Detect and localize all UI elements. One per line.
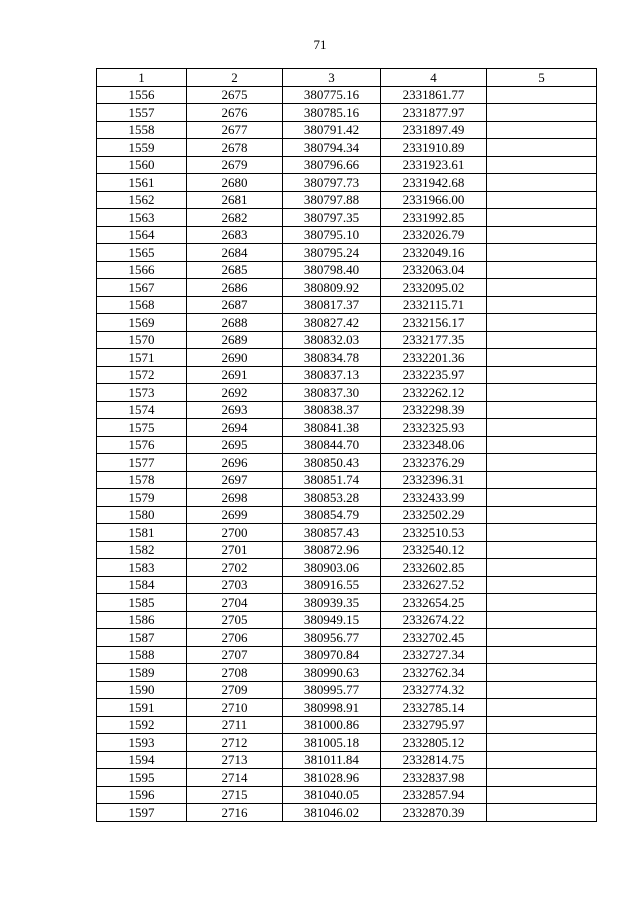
table-row <box>97 191 597 209</box>
point-number-cell: 1589 <box>97 664 187 682</box>
index-cell: 2705 <box>187 611 283 629</box>
y-coordinate-cell: 2332156.17 <box>381 314 487 332</box>
table-row <box>97 716 597 734</box>
table-row <box>97 629 597 647</box>
point-number-cell: 1582 <box>97 541 187 559</box>
x-coordinate-cell: 380797.88 <box>283 191 381 209</box>
notes-cell <box>487 646 597 664</box>
point-number-cell: 1558 <box>97 121 187 139</box>
notes-cell <box>487 191 597 209</box>
x-coordinate-cell: 380791.42 <box>283 121 381 139</box>
y-coordinate-cell: 2332177.35 <box>381 331 487 349</box>
index-cell: 2681 <box>187 191 283 209</box>
y-coordinate-cell: 2332510.53 <box>381 524 487 542</box>
table-row <box>97 769 597 787</box>
notes-cell <box>487 174 597 192</box>
y-coordinate-cell: 2332702.45 <box>381 629 487 647</box>
x-coordinate-cell: 380857.43 <box>283 524 381 542</box>
notes-cell <box>487 401 597 419</box>
y-coordinate-cell: 2332502.29 <box>381 506 487 524</box>
table-row <box>97 524 597 542</box>
x-coordinate-cell: 380995.77 <box>283 681 381 699</box>
y-coordinate-cell: 2331897.49 <box>381 121 487 139</box>
point-number-cell: 1593 <box>97 734 187 752</box>
y-coordinate-cell: 2332627.52 <box>381 576 487 594</box>
y-coordinate-cell: 2332654.25 <box>381 594 487 612</box>
coordinates-table <box>96 68 597 822</box>
notes-cell <box>487 244 597 262</box>
notes-cell <box>487 576 597 594</box>
y-coordinate-cell: 2332674.22 <box>381 611 487 629</box>
index-cell: 2685 <box>187 261 283 279</box>
index-cell: 2675 <box>187 86 283 104</box>
y-coordinate-cell: 2332857.94 <box>381 786 487 804</box>
table-row <box>97 209 597 227</box>
x-coordinate-cell: 380797.35 <box>283 209 381 227</box>
table-row <box>97 384 597 402</box>
index-cell: 2700 <box>187 524 283 542</box>
table-row <box>97 174 597 192</box>
index-cell: 2696 <box>187 454 283 472</box>
notes-cell <box>487 681 597 699</box>
point-number-cell: 1587 <box>97 629 187 647</box>
x-coordinate-cell: 380939.35 <box>283 594 381 612</box>
index-cell: 2711 <box>187 716 283 734</box>
x-coordinate-cell: 380903.06 <box>283 559 381 577</box>
point-number-cell: 1586 <box>97 611 187 629</box>
index-cell: 2679 <box>187 156 283 174</box>
point-number-cell: 1581 <box>97 524 187 542</box>
table-row <box>97 576 597 594</box>
x-coordinate-cell: 380838.37 <box>283 401 381 419</box>
table-row <box>97 261 597 279</box>
table-row <box>97 349 597 367</box>
x-coordinate-cell: 380775.16 <box>283 86 381 104</box>
notes-cell <box>487 86 597 104</box>
table-row <box>97 646 597 664</box>
point-number-cell: 1596 <box>97 786 187 804</box>
point-number-cell: 1591 <box>97 699 187 717</box>
table-row <box>97 751 597 769</box>
point-number-cell: 1577 <box>97 454 187 472</box>
index-cell: 2712 <box>187 734 283 752</box>
point-number-cell: 1595 <box>97 769 187 787</box>
y-coordinate-cell: 2331966.00 <box>381 191 487 209</box>
index-cell: 2690 <box>187 349 283 367</box>
point-number-cell: 1576 <box>97 436 187 454</box>
y-coordinate-cell: 2332814.75 <box>381 751 487 769</box>
table-row <box>97 86 597 104</box>
x-coordinate-cell: 380817.37 <box>283 296 381 314</box>
point-number-cell: 1562 <box>97 191 187 209</box>
table-row <box>97 296 597 314</box>
notes-cell <box>487 261 597 279</box>
index-cell: 2716 <box>187 804 283 822</box>
notes-cell <box>487 786 597 804</box>
table-row <box>97 541 597 559</box>
x-coordinate-cell: 381000.86 <box>283 716 381 734</box>
table-row <box>97 594 597 612</box>
index-cell: 2713 <box>187 751 283 769</box>
y-coordinate-cell: 2332026.79 <box>381 226 487 244</box>
index-cell: 2694 <box>187 419 283 437</box>
x-coordinate-cell: 380794.34 <box>283 139 381 157</box>
index-cell: 2709 <box>187 681 283 699</box>
x-coordinate-cell: 380854.79 <box>283 506 381 524</box>
index-cell: 2697 <box>187 471 283 489</box>
point-number-cell: 1583 <box>97 559 187 577</box>
table-row <box>97 314 597 332</box>
point-number-cell: 1590 <box>97 681 187 699</box>
y-coordinate-cell: 2332325.93 <box>381 419 487 437</box>
point-number-cell: 1570 <box>97 331 187 349</box>
index-cell: 2701 <box>187 541 283 559</box>
table-row <box>97 559 597 577</box>
y-coordinate-cell: 2332095.02 <box>381 279 487 297</box>
index-cell: 2678 <box>187 139 283 157</box>
point-number-cell: 1565 <box>97 244 187 262</box>
index-cell: 2692 <box>187 384 283 402</box>
column-header-3: 3 <box>283 69 381 87</box>
point-number-cell: 1573 <box>97 384 187 402</box>
table-row <box>97 664 597 682</box>
y-coordinate-cell: 2332262.12 <box>381 384 487 402</box>
point-number-cell: 1578 <box>97 471 187 489</box>
point-number-cell: 1560 <box>97 156 187 174</box>
notes-cell <box>487 279 597 297</box>
table-row <box>97 156 597 174</box>
x-coordinate-cell: 380798.40 <box>283 261 381 279</box>
y-coordinate-cell: 2332837.98 <box>381 769 487 787</box>
index-cell: 2698 <box>187 489 283 507</box>
index-cell: 2686 <box>187 279 283 297</box>
table-row <box>97 436 597 454</box>
notes-cell <box>487 384 597 402</box>
y-coordinate-cell: 2331877.97 <box>381 104 487 122</box>
notes-cell <box>487 296 597 314</box>
index-cell: 2699 <box>187 506 283 524</box>
notes-cell <box>487 751 597 769</box>
notes-cell <box>487 139 597 157</box>
page-number: 71 <box>313 37 327 52</box>
table-header <box>97 69 597 87</box>
x-coordinate-cell: 380795.10 <box>283 226 381 244</box>
index-cell: 2691 <box>187 366 283 384</box>
notes-cell <box>487 804 597 822</box>
point-number-cell: 1569 <box>97 314 187 332</box>
table-row <box>97 681 597 699</box>
y-coordinate-cell: 2332376.29 <box>381 454 487 472</box>
point-number-cell: 1574 <box>97 401 187 419</box>
x-coordinate-cell: 380851.74 <box>283 471 381 489</box>
table-row <box>97 506 597 524</box>
index-cell: 2693 <box>187 401 283 419</box>
table-row <box>97 804 597 822</box>
table-row <box>97 244 597 262</box>
notes-cell <box>487 559 597 577</box>
y-coordinate-cell: 2332870.39 <box>381 804 487 822</box>
point-number-cell: 1584 <box>97 576 187 594</box>
x-coordinate-cell: 380850.43 <box>283 454 381 472</box>
x-coordinate-cell: 380827.42 <box>283 314 381 332</box>
notes-cell <box>487 331 597 349</box>
table-row <box>97 104 597 122</box>
index-cell: 2683 <box>187 226 283 244</box>
y-coordinate-cell: 2332235.97 <box>381 366 487 384</box>
index-cell: 2695 <box>187 436 283 454</box>
x-coordinate-cell: 380832.03 <box>283 331 381 349</box>
point-number-cell: 1557 <box>97 104 187 122</box>
index-cell: 2689 <box>187 331 283 349</box>
point-number-cell: 1561 <box>97 174 187 192</box>
x-coordinate-cell: 380956.77 <box>283 629 381 647</box>
notes-cell <box>487 769 597 787</box>
x-coordinate-cell: 380809.92 <box>283 279 381 297</box>
notes-cell <box>487 104 597 122</box>
x-coordinate-cell: 380841.38 <box>283 419 381 437</box>
notes-cell <box>487 524 597 542</box>
notes-cell <box>487 121 597 139</box>
table-row <box>97 471 597 489</box>
table-row <box>97 331 597 349</box>
y-coordinate-cell: 2332063.04 <box>381 261 487 279</box>
point-number-cell: 1559 <box>97 139 187 157</box>
column-header-4: 4 <box>381 69 487 87</box>
index-cell: 2706 <box>187 629 283 647</box>
x-coordinate-cell: 381046.02 <box>283 804 381 822</box>
table-row <box>97 454 597 472</box>
y-coordinate-cell: 2331861.77 <box>381 86 487 104</box>
point-number-cell: 1567 <box>97 279 187 297</box>
index-cell: 2704 <box>187 594 283 612</box>
x-coordinate-cell: 380797.73 <box>283 174 381 192</box>
y-coordinate-cell: 2332602.85 <box>381 559 487 577</box>
index-cell: 2703 <box>187 576 283 594</box>
x-coordinate-cell: 380990.63 <box>283 664 381 682</box>
point-number-cell: 1556 <box>97 86 187 104</box>
point-number-cell: 1571 <box>97 349 187 367</box>
table-row <box>97 401 597 419</box>
point-number-cell: 1579 <box>97 489 187 507</box>
point-number-cell: 1588 <box>97 646 187 664</box>
index-cell: 2682 <box>187 209 283 227</box>
y-coordinate-cell: 2332049.16 <box>381 244 487 262</box>
point-number-cell: 1572 <box>97 366 187 384</box>
notes-cell <box>487 209 597 227</box>
table-row <box>97 226 597 244</box>
notes-cell <box>487 611 597 629</box>
x-coordinate-cell: 380795.24 <box>283 244 381 262</box>
index-cell: 2715 <box>187 786 283 804</box>
table-row <box>97 734 597 752</box>
notes-cell <box>487 734 597 752</box>
x-coordinate-cell: 380796.66 <box>283 156 381 174</box>
y-coordinate-cell: 2332396.31 <box>381 471 487 489</box>
index-cell: 2688 <box>187 314 283 332</box>
notes-cell <box>487 314 597 332</box>
notes-cell <box>487 226 597 244</box>
x-coordinate-cell: 380837.30 <box>283 384 381 402</box>
point-number-cell: 1563 <box>97 209 187 227</box>
index-cell: 2714 <box>187 769 283 787</box>
index-cell: 2702 <box>187 559 283 577</box>
x-coordinate-cell: 380998.91 <box>283 699 381 717</box>
point-number-cell: 1580 <box>97 506 187 524</box>
notes-cell <box>487 506 597 524</box>
y-coordinate-cell: 2332727.34 <box>381 646 487 664</box>
y-coordinate-cell: 2332540.12 <box>381 541 487 559</box>
y-coordinate-cell: 2332774.32 <box>381 681 487 699</box>
y-coordinate-cell: 2332433.99 <box>381 489 487 507</box>
x-coordinate-cell: 380785.16 <box>283 104 381 122</box>
point-number-cell: 1568 <box>97 296 187 314</box>
notes-cell <box>487 454 597 472</box>
table-row <box>97 786 597 804</box>
table-row <box>97 611 597 629</box>
index-cell: 2687 <box>187 296 283 314</box>
table-row <box>97 139 597 157</box>
y-coordinate-cell: 2332348.06 <box>381 436 487 454</box>
notes-cell <box>487 716 597 734</box>
point-number-cell: 1597 <box>97 804 187 822</box>
notes-cell <box>487 156 597 174</box>
x-coordinate-cell: 380853.28 <box>283 489 381 507</box>
y-coordinate-cell: 2332298.39 <box>381 401 487 419</box>
x-coordinate-cell: 380916.55 <box>283 576 381 594</box>
x-coordinate-cell: 381011.84 <box>283 751 381 769</box>
index-cell: 2677 <box>187 121 283 139</box>
notes-cell <box>487 594 597 612</box>
y-coordinate-cell: 2332762.34 <box>381 664 487 682</box>
notes-cell <box>487 489 597 507</box>
x-coordinate-cell: 380872.96 <box>283 541 381 559</box>
notes-cell <box>487 629 597 647</box>
x-coordinate-cell: 381028.96 <box>283 769 381 787</box>
x-coordinate-cell: 381040.05 <box>283 786 381 804</box>
index-cell: 2676 <box>187 104 283 122</box>
point-number-cell: 1564 <box>97 226 187 244</box>
notes-cell <box>487 664 597 682</box>
notes-cell <box>487 366 597 384</box>
y-coordinate-cell: 2331910.89 <box>381 139 487 157</box>
y-coordinate-cell: 2332201.36 <box>381 349 487 367</box>
notes-cell <box>487 541 597 559</box>
x-coordinate-cell: 380970.84 <box>283 646 381 664</box>
notes-cell <box>487 699 597 717</box>
header-row <box>97 69 597 87</box>
table-row <box>97 366 597 384</box>
x-coordinate-cell: 380834.78 <box>283 349 381 367</box>
x-coordinate-cell: 380837.13 <box>283 366 381 384</box>
point-number-cell: 1585 <box>97 594 187 612</box>
table-row <box>97 121 597 139</box>
table-row <box>97 489 597 507</box>
index-cell: 2710 <box>187 699 283 717</box>
y-coordinate-cell: 2332785.14 <box>381 699 487 717</box>
table-row <box>97 279 597 297</box>
y-coordinate-cell: 2331992.85 <box>381 209 487 227</box>
notes-cell <box>487 349 597 367</box>
x-coordinate-cell: 380844.70 <box>283 436 381 454</box>
notes-cell <box>487 419 597 437</box>
y-coordinate-cell: 2331923.61 <box>381 156 487 174</box>
column-header-1: 1 <box>97 69 187 87</box>
table-body <box>97 86 597 821</box>
column-header-2: 2 <box>187 69 283 87</box>
point-number-cell: 1566 <box>97 261 187 279</box>
index-cell: 2684 <box>187 244 283 262</box>
y-coordinate-cell: 2332805.12 <box>381 734 487 752</box>
table-row <box>97 699 597 717</box>
x-coordinate-cell: 381005.18 <box>283 734 381 752</box>
point-number-cell: 1594 <box>97 751 187 769</box>
point-number-cell: 1592 <box>97 716 187 734</box>
column-header-5: 5 <box>487 69 597 87</box>
y-coordinate-cell: 2331942.68 <box>381 174 487 192</box>
index-cell: 2708 <box>187 664 283 682</box>
y-coordinate-cell: 2332795.97 <box>381 716 487 734</box>
index-cell: 2707 <box>187 646 283 664</box>
x-coordinate-cell: 380949.15 <box>283 611 381 629</box>
notes-cell <box>487 471 597 489</box>
y-coordinate-cell: 2332115.71 <box>381 296 487 314</box>
index-cell: 2680 <box>187 174 283 192</box>
notes-cell <box>487 436 597 454</box>
point-number-cell: 1575 <box>97 419 187 437</box>
table-row <box>97 419 597 437</box>
